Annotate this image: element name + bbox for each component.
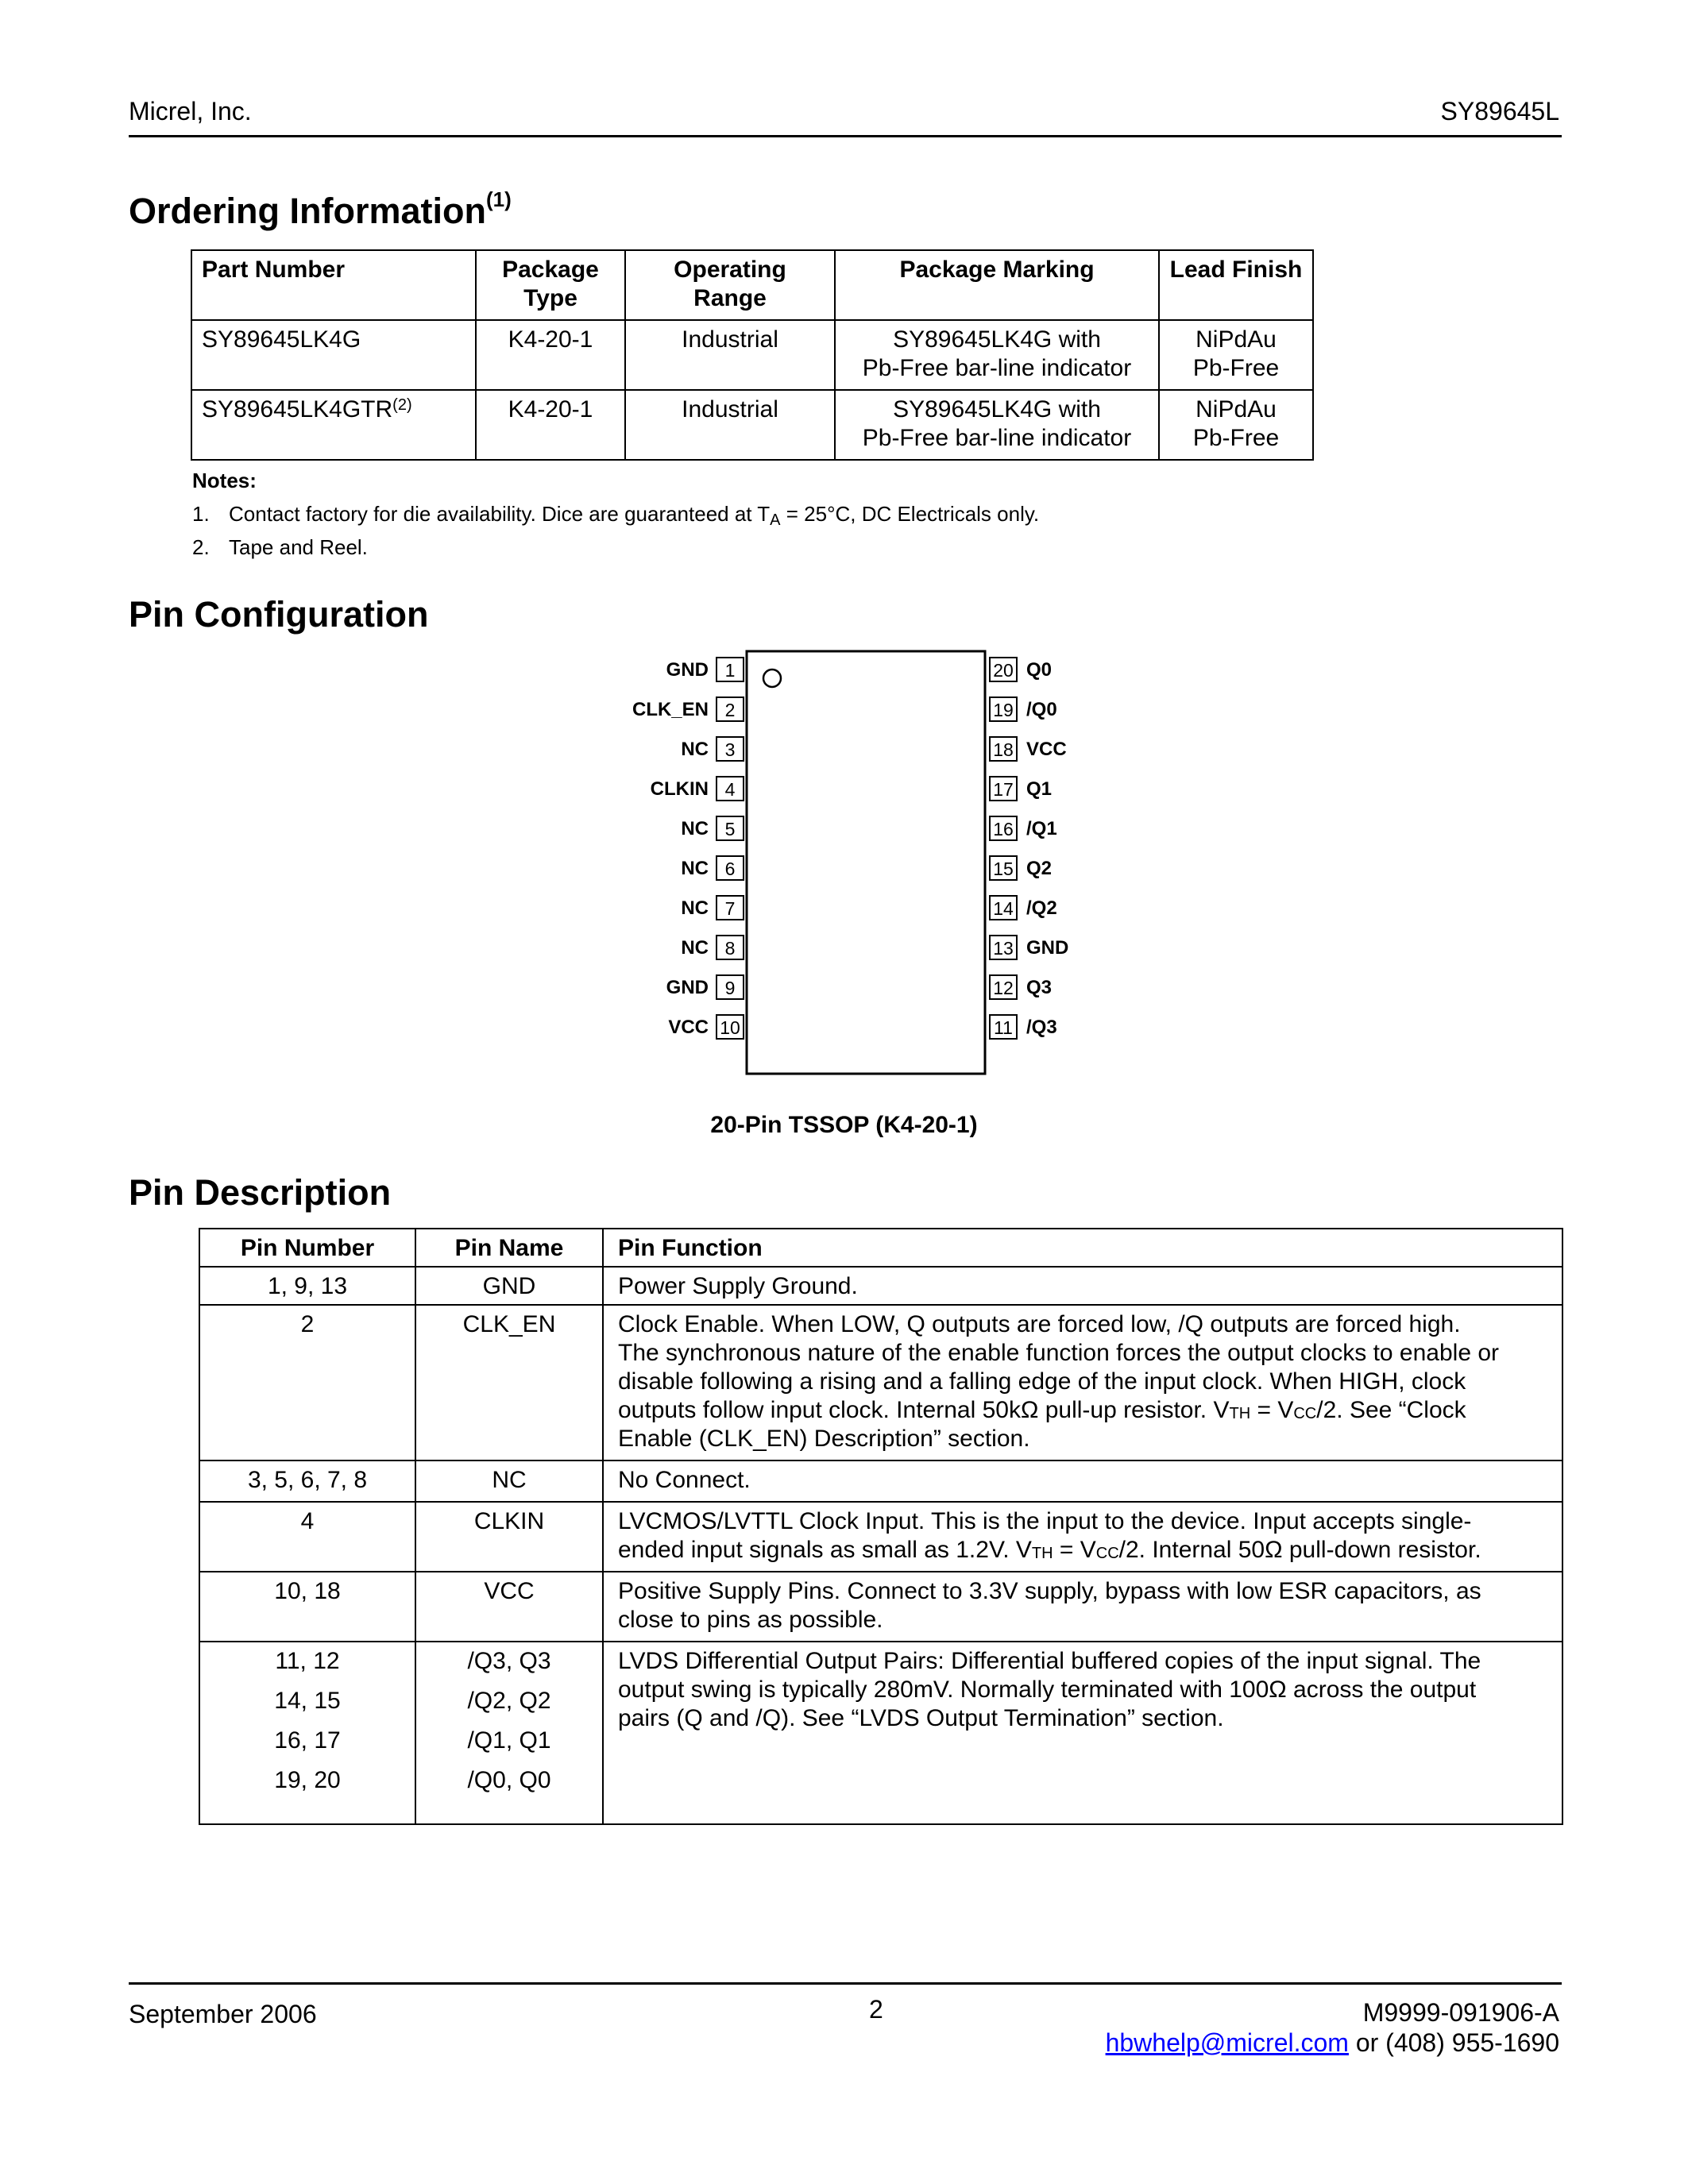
pin-function-cell: Clock Enable. When LOW, Q outputs are forced low, /Q outputs are forced high. The synchronous nature of the enable function forces the output clocks to enable or disable following a rising and a falling edge of the input clock. When HIGH, clock outputs follow input clock. Internal 50kΩ pull-up resistor. $V_{TH} = V_{CC}/2$. See “Clock Enable (CLK_EN) Description” section. — [603, 1305, 1562, 1461]
package-cell: K4-20-1 — [476, 320, 625, 390]
pin-name-label: /Q3 — [1026, 1017, 1057, 1038]
col-package-marking: Package Marking — [835, 250, 1159, 320]
pin-name-label: GND — [666, 659, 709, 681]
finish-cell: NiPdAu Pb-Free — [1159, 390, 1313, 460]
pin-number: 10 — [720, 1017, 740, 1038]
header-divider — [129, 135, 1562, 137]
header-part-number: SY89645L — [1440, 97, 1559, 125]
pin-number: 15 — [993, 859, 1014, 879]
pin-config-title: Pin Configuration — [129, 594, 429, 635]
pin-number: 20 — [993, 660, 1014, 681]
footer-divider — [129, 1982, 1562, 1985]
pin-name-label: Q1 — [1026, 778, 1053, 800]
pin-number: 16 — [993, 819, 1014, 839]
col-lead-finish: Lead Finish — [1159, 250, 1313, 320]
pin-name-cell: GND — [415, 1267, 603, 1305]
pin-function-cell: Power Supply Ground. — [603, 1267, 1562, 1305]
finish-cell: NiPdAu Pb-Free — [1159, 320, 1313, 390]
pin-name-label: /Q1 — [1026, 818, 1057, 839]
pin-number-cell: 11, 12 14, 15 16, 17 19, 20 — [199, 1642, 415, 1824]
col-package-type: Package Type — [476, 250, 625, 320]
notes-title: Notes: — [192, 469, 257, 492]
pin-number-cell: 1, 9, 13 — [199, 1267, 415, 1305]
pin-number: 19 — [993, 700, 1014, 720]
pin-desc-header-row — [199, 1229, 1562, 1267]
footer-page-number: 2 — [869, 1995, 883, 2024]
chip-body — [747, 651, 985, 1074]
part-number-cell: SY89645LK4GTR$^{(2)}$ — [191, 390, 476, 460]
pin-name-cell: CLKIN — [415, 1502, 603, 1572]
pin-name-label: VCC — [668, 1017, 709, 1038]
pin-number: 6 — [724, 859, 736, 879]
pin-name-label: Q2 — [1026, 858, 1053, 879]
ordering-row — [191, 390, 1313, 460]
pin-name-label: NC — [681, 818, 709, 839]
col-operating-range: Operating Range — [625, 250, 835, 320]
pin-desc-row — [199, 1305, 1562, 1461]
pin-diagram-caption: 20-Pin TSSOP (K4-20-1) — [710, 1112, 978, 1138]
header-company: Micrel, Inc. — [129, 97, 252, 125]
pin-number: 13 — [993, 938, 1014, 959]
pin-number: 9 — [724, 978, 736, 998]
pin-name-label: Q3 — [1026, 977, 1053, 998]
pin-name-cell: /Q3, Q3 /Q2, Q2 /Q1, Q1 /Q0, Q0 — [415, 1642, 603, 1824]
col-pin-function: Pin Function — [603, 1229, 1562, 1267]
pin-name-label: NC — [681, 897, 709, 919]
pin-desc-row — [199, 1461, 1562, 1502]
pin-desc-table — [199, 1228, 1563, 1825]
pin-number: 17 — [993, 779, 1014, 800]
left-pin-group — [717, 658, 744, 1039]
pin-name-label: NC — [681, 937, 709, 959]
footer-contact: hbwhelp@micrel.com or (408) 955-1690 — [1105, 2028, 1559, 2057]
pin-number-cell: 2 — [199, 1305, 415, 1461]
right-pin-group — [990, 658, 1017, 1039]
part-number-cell: SY89645LK4G — [191, 320, 476, 390]
pin-name-cell: NC — [415, 1461, 603, 1502]
pin-number: 8 — [724, 938, 736, 959]
pin-name-label: CLK_EN — [632, 699, 709, 720]
pin-number-cell: 10, 18 — [199, 1572, 415, 1642]
marking-cell: SY89645LK4G with Pb-Free bar-line indicator — [835, 320, 1159, 390]
pin-number: 12 — [993, 978, 1014, 998]
footer-doc-number: M9999-091906-A — [1362, 1998, 1559, 2027]
pin-name-label: /Q0 — [1026, 699, 1057, 720]
pin-name-label: CLKIN — [650, 778, 709, 800]
range-cell: Industrial — [625, 390, 835, 460]
pin-number: 4 — [724, 779, 736, 800]
pin-function-cell: Positive Supply Pins. Connect to 3.3V supply, bypass with low ESR capacitors, as close to pins as possible. — [603, 1572, 1562, 1642]
pin-number-cell: 3, 5, 6, 7, 8 — [199, 1461, 415, 1502]
support-email-link[interactable]: hbwhelp@micrel.com — [1105, 2028, 1349, 2057]
pin-name-label: VCC — [1026, 739, 1067, 760]
pin-desc-row — [199, 1267, 1562, 1305]
pin-number: 18 — [993, 739, 1014, 760]
marking-cell: SY89645LK4G with Pb-Free bar-line indicator — [835, 390, 1159, 460]
range-cell: Industrial — [625, 320, 835, 390]
pin-number: 5 — [724, 819, 736, 839]
pin-name-label: /Q2 — [1026, 897, 1057, 919]
col-pin-number: Pin Number — [199, 1229, 415, 1267]
col-pin-name: Pin Name — [415, 1229, 603, 1267]
pin-diagram — [620, 645, 1069, 1078]
pin-name-label: NC — [681, 858, 709, 879]
pin-number: 14 — [993, 898, 1014, 919]
ordering-title: Ordering Information$^{(1)}$ — [129, 187, 512, 231]
pin-desc-row — [199, 1572, 1562, 1642]
pin-name-label: GND — [666, 977, 709, 998]
pin-desc-row — [199, 1502, 1562, 1572]
pin-number: 3 — [724, 739, 736, 760]
pin-function-cell: LVDS Differential Output Pairs: Differential buffered copies of the input signal. The output swing is typically 280mV. Normally terminated with 100Ω across the output pairs (Q and /Q). See “LVDS Output Termination” section. — [603, 1642, 1562, 1824]
pin-desc-row — [199, 1642, 1562, 1824]
pin-name-label: GND — [1026, 937, 1069, 959]
pin-number-cell: 4 — [199, 1502, 415, 1572]
col-part-number: Part Number — [191, 250, 476, 320]
pin-name-cell: VCC — [415, 1572, 603, 1642]
pin-name-cell: CLK_EN — [415, 1305, 603, 1461]
pin-name-label: Q0 — [1026, 659, 1053, 681]
pin-name-label: NC — [681, 739, 709, 760]
pin-number: 11 — [994, 1017, 1013, 1038]
package-cell: K4-20-1 — [476, 390, 625, 460]
pin-number: 1 — [724, 660, 736, 681]
ordering-table — [191, 249, 1314, 461]
pin-function-cell: LVCMOS/LVTTL Clock Input. This is the input to the device. Input accepts single- ended input signals as small as 1.2V. $V_{TH} = V_{CC}/2$. Internal 50Ω pull-down resistor. — [603, 1502, 1562, 1572]
ordering-row — [191, 320, 1313, 390]
pin-function-cell: No Connect. — [603, 1461, 1562, 1502]
ordering-header-row — [191, 250, 1313, 320]
pin-desc-title: Pin Description — [129, 1172, 392, 1213]
pin-number: 2 — [724, 700, 736, 720]
footer-date: September 2006 — [129, 2000, 317, 2028]
pin-number: 7 — [724, 898, 736, 919]
